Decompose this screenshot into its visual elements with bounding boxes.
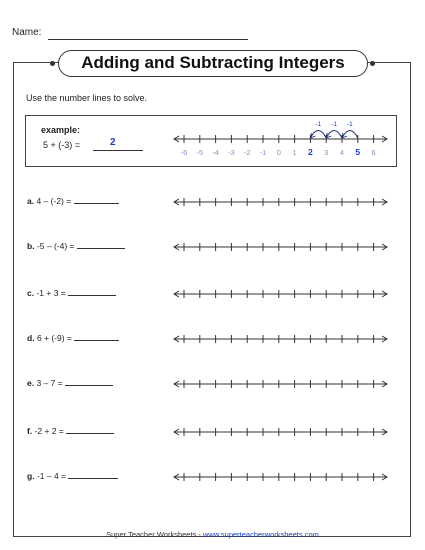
name-label: Name: [12,27,42,38]
example-tick-label: 5 [355,147,361,157]
problem-letter: g. [27,471,35,481]
example-tick-label: 2 [308,147,313,157]
footer-url[interactable]: www.superteacherworksheets.com [202,530,319,539]
example-tick-label: -6 [180,148,188,157]
example-tick-label: -3 [228,148,235,157]
example-tick-label: -5 [196,148,204,157]
problem-expression: -1 – 4 = [36,471,66,481]
problem-letter: b. [27,241,35,251]
problem-expression: -1 + 3 = [36,288,66,298]
problem-expression: 6 + (-9) = [36,333,72,343]
problem-expression: 3 – 7 = [36,378,63,388]
example-tick-label: 6 [371,148,376,157]
problem-letter: f. [27,426,33,436]
problem-letter: c. [27,288,35,298]
example-tick-label: -4 [212,148,219,157]
problem-expression: 4 – (-2) = [36,196,72,206]
example-tick-label: -2 [243,148,251,157]
example-problem: 5 + (-3) = [43,140,81,150]
example-tick-label: -1 [259,148,267,157]
footer [0,530,425,539]
example-jump-label: -1 [331,121,337,128]
example-tick-label: 0 [276,148,281,157]
example-tick-label: 4 [339,148,345,157]
example-jump-label: -1 [315,121,322,128]
problem-expression: -2 + 2 = [34,426,64,436]
example-tick-label: 1 [292,148,297,157]
problem-expression: -5 – (-4) = [36,241,75,251]
problem-letter: e. [27,378,35,388]
instructions: Use the number lines to solve. [26,93,148,103]
example-label: example: [41,125,81,135]
example-jump-label: -1 [347,121,353,128]
worksheet-title: Adding and Subtracting Integers [58,50,368,77]
problem-letter: a. [27,196,35,206]
problem-letter: d. [27,333,35,343]
footer-site: Super Teacher Worksheets - [106,530,203,539]
example-answer: 2 [110,137,116,148]
example-tick-label: 3 [324,148,329,157]
